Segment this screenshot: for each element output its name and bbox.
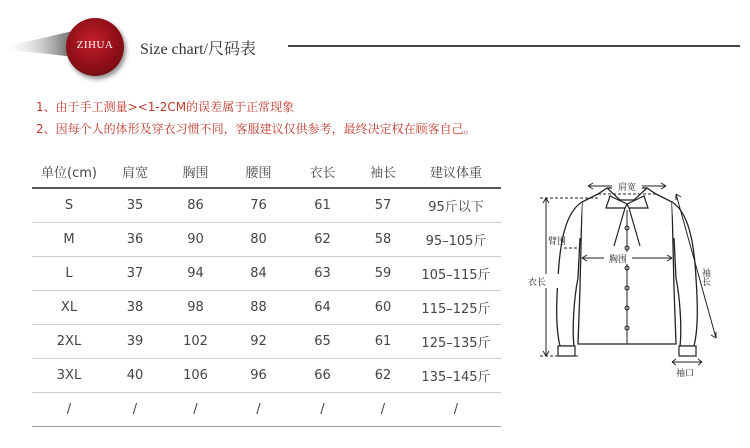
- table-cell: 98: [164, 291, 227, 325]
- title-divider: [288, 45, 740, 47]
- table-cell: 105–115斤: [411, 257, 501, 291]
- size-cell: L: [32, 257, 106, 291]
- table-cell: 37: [106, 257, 164, 291]
- table-cell: 94: [164, 257, 227, 291]
- table-cell: 90: [164, 223, 227, 257]
- size-cell: 2XL: [32, 325, 106, 359]
- table-cell: /: [106, 393, 164, 427]
- table-cell: 115–125斤: [411, 291, 501, 325]
- table-row: [32, 223, 501, 257]
- notes: [36, 96, 476, 140]
- table-cell: 95–105斤: [411, 223, 501, 257]
- table-cell: 63: [290, 257, 355, 291]
- header-shoulder: 肩宽: [106, 155, 164, 188]
- table-cell: 86: [164, 188, 227, 223]
- right-cuff: [679, 346, 696, 356]
- table-cell: 88: [227, 291, 290, 325]
- brand-name: ZIHUA: [76, 39, 114, 51]
- table-cell: 39: [106, 325, 164, 359]
- table-cell: /: [164, 393, 227, 427]
- table-cell: 62: [290, 223, 355, 257]
- table-cell: 62: [355, 359, 411, 393]
- table-cell: 36: [106, 223, 164, 257]
- note-2: 2、因每个人的体形及穿衣习惯不同，客服建议仅供参考，最终决定权在顾客自己。: [36, 122, 476, 136]
- table-cell: 59: [355, 257, 411, 291]
- table-cell: 61: [290, 188, 355, 223]
- header-chest: 胸围: [164, 155, 227, 188]
- table-cell: 35: [106, 188, 164, 223]
- table-cell: 40: [106, 359, 164, 393]
- table-cell: 57: [355, 188, 411, 223]
- table-cell: 135–145斤: [411, 359, 501, 393]
- upper-arm-label: 臂围: [548, 237, 567, 247]
- table-cell: 65: [290, 325, 355, 359]
- header-length: 衣长: [290, 155, 355, 188]
- table-cell: 38: [106, 291, 164, 325]
- header-waist: 腰围: [227, 155, 290, 188]
- table-row: [32, 393, 501, 427]
- table-cell: /: [290, 393, 355, 427]
- table-cell: 102: [164, 325, 227, 359]
- table-row: [32, 188, 501, 223]
- table-cell: 61: [355, 325, 411, 359]
- table-cell: 60: [355, 291, 411, 325]
- header-unit: 单位(cm): [32, 155, 106, 188]
- table-row: [32, 325, 501, 359]
- header-sleeve: 袖长: [355, 155, 411, 188]
- chest-label: 胸围: [608, 255, 628, 265]
- length-label: 衣长: [528, 278, 547, 288]
- table-header-row: [32, 155, 501, 188]
- table-cell: 95斤以下: [411, 188, 501, 223]
- table-cell: 96: [227, 359, 290, 393]
- table-row: [32, 291, 501, 325]
- table-cell: 92: [227, 325, 290, 359]
- garment-diagram: [512, 168, 732, 383]
- left-cuff: [558, 346, 575, 356]
- table-row: [32, 359, 501, 393]
- sleeve-label: 袖长: [700, 268, 710, 286]
- table-cell: 64: [290, 291, 355, 325]
- size-cell: M: [32, 223, 106, 257]
- table-cell: /: [227, 393, 290, 427]
- note-1: 1、由于手工测量><1-2CM的误差属于正常现象: [36, 100, 295, 114]
- cuff-label: 袖口: [676, 369, 695, 379]
- table-cell: 106: [164, 359, 227, 393]
- table-cell: 84: [227, 257, 290, 291]
- table-cell: 76: [227, 188, 290, 223]
- size-cell: /: [32, 393, 106, 427]
- table-cell: 66: [290, 359, 355, 393]
- size-cell: XL: [32, 291, 106, 325]
- table-cell: /: [411, 393, 501, 427]
- table-cell: /: [355, 393, 411, 427]
- size-cell: S: [32, 188, 106, 223]
- brand-logo: [66, 18, 124, 76]
- table-cell: 80: [227, 223, 290, 257]
- header: [0, 0, 750, 110]
- page-title: Size chart/尺码表: [140, 41, 256, 58]
- header-weight: 建议体重: [411, 155, 501, 188]
- table-cell: 58: [355, 223, 411, 257]
- shoulder-label: 肩宽: [617, 183, 637, 193]
- size-cell: 3XL: [32, 359, 106, 393]
- size-table: [32, 155, 501, 427]
- table-row: [32, 257, 501, 291]
- table-cell: 125–135斤: [411, 325, 501, 359]
